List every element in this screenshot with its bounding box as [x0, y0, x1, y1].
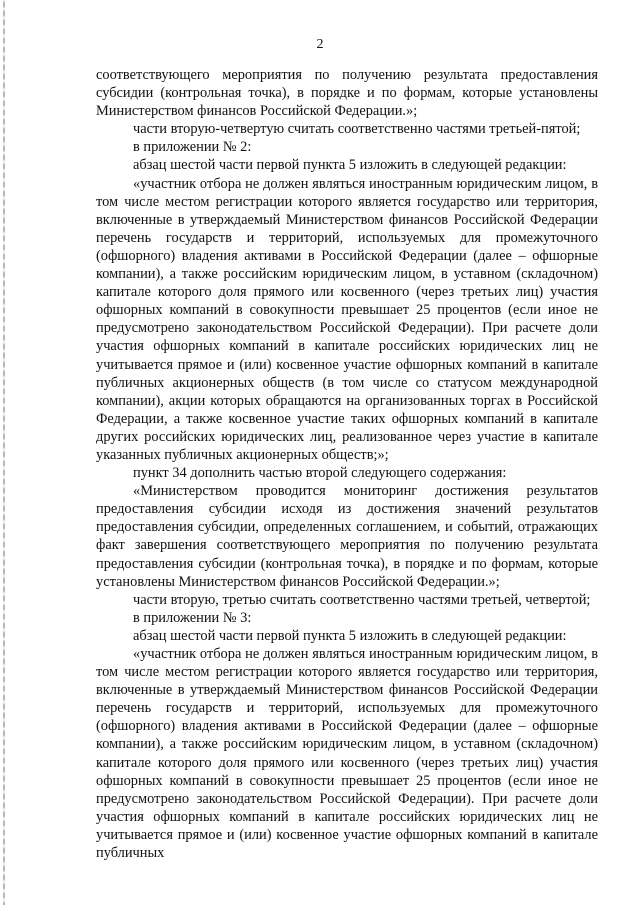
paragraph: в приложении № 2:	[133, 139, 252, 156]
paragraph: «участник отбора не должен являться иностранным юридическим лицом, в том числе местом регистрации которого является государство или территория, включенные в утверждаемый Министерством финансов Российской Федерации перечень государств и территорий, используемых для промежуточного (офшорного) владения активами в Российской Федерации (далее – офшорные компании), а также российским юридическим лицом, в уставном (складочном) капитале которого доля прямого или косвенного (через третьих лиц) участия офшорных компаний в совокупности превышает 25 процентов (если иное не предусмотрено законодательством Российской Федерации). При расчете доли участия офшорных компаний в капитале российских юридических лиц не учитывается прямое и (или) косвенное участие офшорных компаний в капитале публичных	[96, 646, 598, 862]
paragraph: части вторую-четвертую считать соответственно частями третьей-пятой;	[133, 121, 581, 138]
paragraph: «Министерством проводится мониторинг достижения результатов предоставления субсидии исходя из достижения значений результатов предоставления субсидии, определенных соглашением, и событий, отражающих факт завершения соответствующего мероприятия по получению результата предоставления субсидии (контрольная точка), в порядке и по формам, которые установлены Министерством финансов Российской Федерации.»;	[96, 483, 598, 590]
paragraph: в приложении № 3:	[133, 609, 252, 626]
paragraph: соответствующего мероприятия по получению результата предоставления субсидии (контрольная точка), в порядке и по формам, которые установлены Министерством финансов Российской Федерации.»;	[96, 67, 598, 120]
margin-dotted-line	[3, 0, 5, 905]
paragraph: «участник отбора не должен являться иностранным юридическим лицом, в том числе местом регистрации которого является государство или территория, включенные в утверждаемый Министерством финансов Российской Федерации перечень государств и территорий, используемых для промежуточного (офшорного) владения активами в Российской Федерации (далее – офшорные компании), а также российским юридическим лицом, в уставном (складочном) капитале которого доля прямого или косвенного (через третьих лиц) участия офшорных компаний в совокупности превышает 25 процентов (если иное не предусмотрено законодательством Российской Федерации). При расчете доли участия офшорных компаний в капитале российских юридических лиц не учитывается прямое и (или) косвенное участие офшорных компаний в капитале публичных акционерных обществ (в том числе со статусом международной компании), акции которых обращаются на организованных торгах в Российской Федерации, а также косвенное участие таких офшорных компаний в капитале других российских юридических лиц, реализованное через участие в капитале указанных публичных акционерных обществ;»;	[96, 175, 598, 463]
document-body	[96, 66, 598, 862]
paragraph: части вторую, третью считать соответственно частями третьей, четвертой;	[133, 591, 591, 608]
paragraph: пункт 34 дополнить частью второй следующего содержания:	[133, 465, 507, 482]
page-number: 2	[316, 37, 324, 52]
paragraph: абзац шестой части первой пункта 5 изложить в следующей редакции:	[133, 157, 567, 174]
paragraph: абзац шестой части первой пункта 5 изложить в следующей редакции:	[133, 627, 567, 644]
